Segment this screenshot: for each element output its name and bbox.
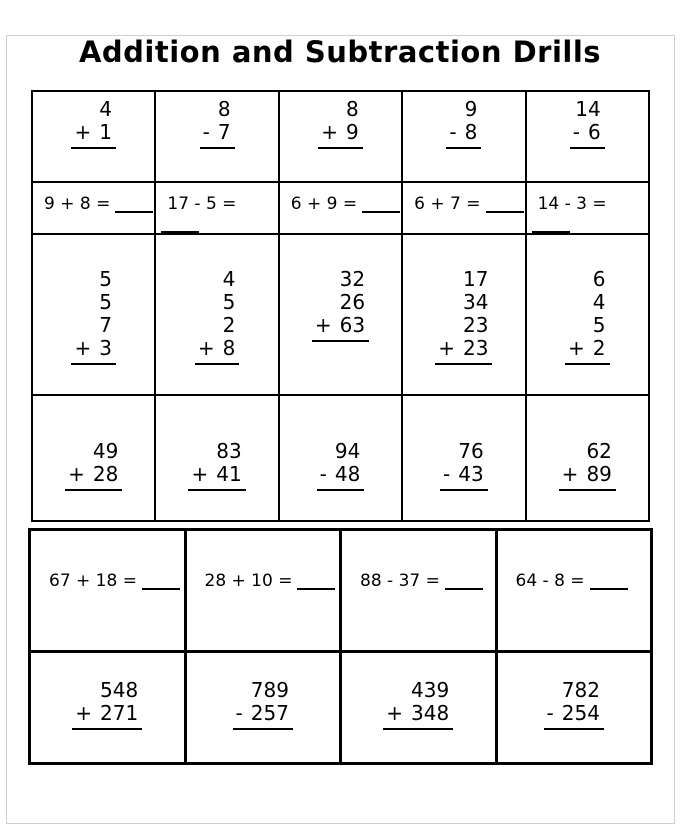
two-digit-problems-row (32, 395, 649, 521)
answer-blank (445, 574, 483, 590)
addend: 5 (99, 290, 112, 314)
problem-cell (32, 182, 155, 234)
horizontal-problem: 28 + 10 = (204, 571, 293, 591)
problem-cell (402, 395, 525, 521)
three-digit-problems-row (30, 652, 652, 764)
problem-cell (402, 91, 525, 182)
problem-cell (279, 182, 402, 234)
operation-line (71, 337, 116, 365)
operand: 9 (345, 120, 359, 144)
operation-line (72, 702, 142, 730)
problem-cell (526, 182, 649, 234)
operation-line (233, 702, 293, 730)
operator: - (449, 120, 457, 144)
problem-cell (185, 530, 341, 652)
problem-cell (32, 91, 155, 182)
operand: 89 (586, 462, 612, 486)
answer-blank (486, 197, 524, 213)
vertical-problem (565, 268, 610, 365)
horizontal-problems-row-2 (30, 530, 652, 652)
operation-line (71, 121, 116, 149)
vertical-problem (383, 679, 453, 730)
operand: 1 (99, 120, 112, 144)
vertical-problem (570, 98, 605, 149)
operation-line (559, 463, 616, 491)
operation-line (570, 121, 605, 149)
problem-cell (402, 182, 525, 234)
operand: 43 (458, 462, 484, 486)
operator: + (75, 701, 93, 725)
horizontal-problem: 6 + 9 = (290, 194, 358, 214)
horizontal-problem: 17 - 5 = (167, 194, 237, 214)
operation-line (317, 463, 365, 491)
operator: + (568, 336, 585, 360)
problem-cell (526, 234, 649, 395)
problem-cell (279, 91, 402, 182)
problem-cell (279, 395, 402, 521)
operand: 6 (588, 120, 601, 144)
operation-line (435, 337, 492, 365)
vertical-problem (71, 268, 116, 365)
operand: 3 (99, 336, 112, 360)
addend: 14 (575, 97, 601, 121)
drill-table-secondary (28, 528, 653, 765)
operand: 271 (100, 701, 139, 725)
answer-blank (297, 574, 335, 590)
addend: 439 (411, 678, 450, 702)
addend: 5 (592, 313, 606, 337)
vertical-problem (440, 440, 488, 491)
horizontal-problem: 88 - 37 = (360, 571, 440, 591)
operand: 254 (561, 701, 600, 725)
operand: 257 (250, 701, 289, 725)
operand: 63 (339, 313, 366, 337)
vertical-problem (318, 98, 363, 149)
page-title: Addition and Subtraction Drills (78, 35, 602, 69)
problem-cell (155, 182, 278, 234)
operand: 48 (334, 462, 361, 486)
vertical-problem (188, 440, 245, 491)
vertical-problem (200, 98, 235, 149)
problem-cell (341, 652, 497, 764)
operator: + (74, 120, 92, 144)
problem-cell (526, 395, 649, 521)
operation-line (195, 337, 240, 365)
addend: 49 (92, 439, 119, 463)
addend: 32 (339, 267, 366, 291)
operand: 8 (464, 120, 478, 144)
operand: 8 (222, 336, 236, 360)
operator: + (561, 462, 579, 486)
problem-cell (185, 652, 341, 764)
problem-cell (155, 234, 278, 395)
problem-cell (155, 91, 278, 182)
addend: 789 (250, 678, 289, 702)
addend: 76 (458, 439, 484, 463)
addend: 7 (99, 313, 112, 337)
addend: 17 (463, 267, 489, 291)
operator: + (191, 462, 209, 486)
vertical-problem (71, 98, 116, 149)
vertical-problem (233, 679, 293, 730)
operation-line (446, 121, 481, 149)
operation-line (383, 702, 453, 730)
addend: 94 (334, 439, 361, 463)
operation-line (318, 121, 363, 149)
operator: + (314, 313, 332, 337)
operation-line (565, 337, 610, 365)
horizontal-problem: 6 + 7 = (414, 194, 481, 214)
addend: 83 (216, 439, 242, 463)
addend: 34 (463, 290, 489, 314)
operator: - (202, 120, 210, 144)
vertical-problem (65, 440, 122, 491)
problem-cell (30, 652, 186, 764)
vertical-problem (544, 679, 604, 730)
operand: 348 (411, 701, 450, 725)
operator: + (197, 336, 215, 360)
problem-cell (496, 530, 652, 652)
column-addition-row (32, 234, 649, 395)
problem-cell (30, 530, 186, 652)
addend: 6 (592, 267, 606, 291)
operator: - (572, 120, 581, 144)
addend: 8 (345, 97, 359, 121)
addend: 9 (464, 97, 478, 121)
addend: 26 (339, 290, 366, 314)
operation-line (200, 121, 235, 149)
addend: 5 (99, 267, 112, 291)
addend: 548 (100, 678, 139, 702)
vertical-problem (435, 268, 492, 365)
problem-cell (155, 395, 278, 521)
answer-blank (590, 574, 628, 590)
operation-line (188, 463, 245, 491)
problem-cell (32, 234, 155, 395)
addend: 62 (586, 439, 612, 463)
operand: 23 (463, 336, 489, 360)
operator: - (443, 462, 451, 486)
operator: - (546, 701, 554, 725)
horizontal-problem: 9 + 8 = (44, 194, 111, 214)
drill-table-primary (31, 90, 650, 522)
answer-blank (161, 217, 199, 233)
vertical-problem (446, 98, 481, 149)
answer-blank (115, 197, 153, 213)
horizontal-problem: 64 - 8 = (515, 571, 585, 591)
operand: 2 (592, 336, 606, 360)
operator: + (74, 336, 92, 360)
horizontal-problem: 14 - 3 = (537, 194, 607, 214)
problem-cell (496, 652, 652, 764)
operation-line (312, 314, 369, 342)
single-digit-problems-row (32, 91, 649, 182)
problem-cell (526, 91, 649, 182)
problem-cell (402, 234, 525, 395)
vertical-problem (195, 268, 240, 365)
addend: 4 (99, 97, 112, 121)
operator: + (438, 336, 456, 360)
operation-line (544, 702, 604, 730)
operator: - (235, 701, 243, 725)
answer-blank (532, 217, 570, 233)
vertical-problem (72, 679, 142, 730)
operation-line (440, 463, 488, 491)
operator: - (319, 462, 327, 486)
vertical-problem (312, 268, 369, 342)
answer-blank (142, 574, 180, 590)
horizontal-problems-row (32, 182, 649, 234)
operand: 41 (216, 462, 242, 486)
problem-cell (341, 530, 497, 652)
vertical-problem (559, 440, 616, 491)
addend: 8 (217, 97, 231, 121)
addend: 4 (592, 290, 606, 314)
operation-line (65, 463, 122, 491)
vertical-problem (317, 440, 365, 491)
addend: 4 (222, 267, 236, 291)
operator: + (68, 462, 85, 486)
addend: 2 (222, 313, 236, 337)
problem-cell (32, 395, 155, 521)
addend: 23 (463, 313, 489, 337)
problem-cell (279, 234, 402, 395)
operator: + (321, 120, 338, 144)
operand: 7 (217, 120, 231, 144)
addend: 5 (222, 290, 236, 314)
operand: 28 (92, 462, 119, 486)
operator: + (386, 701, 404, 725)
horizontal-problem: 67 + 18 = (49, 571, 137, 591)
answer-blank (362, 197, 400, 213)
addend: 782 (561, 678, 600, 702)
